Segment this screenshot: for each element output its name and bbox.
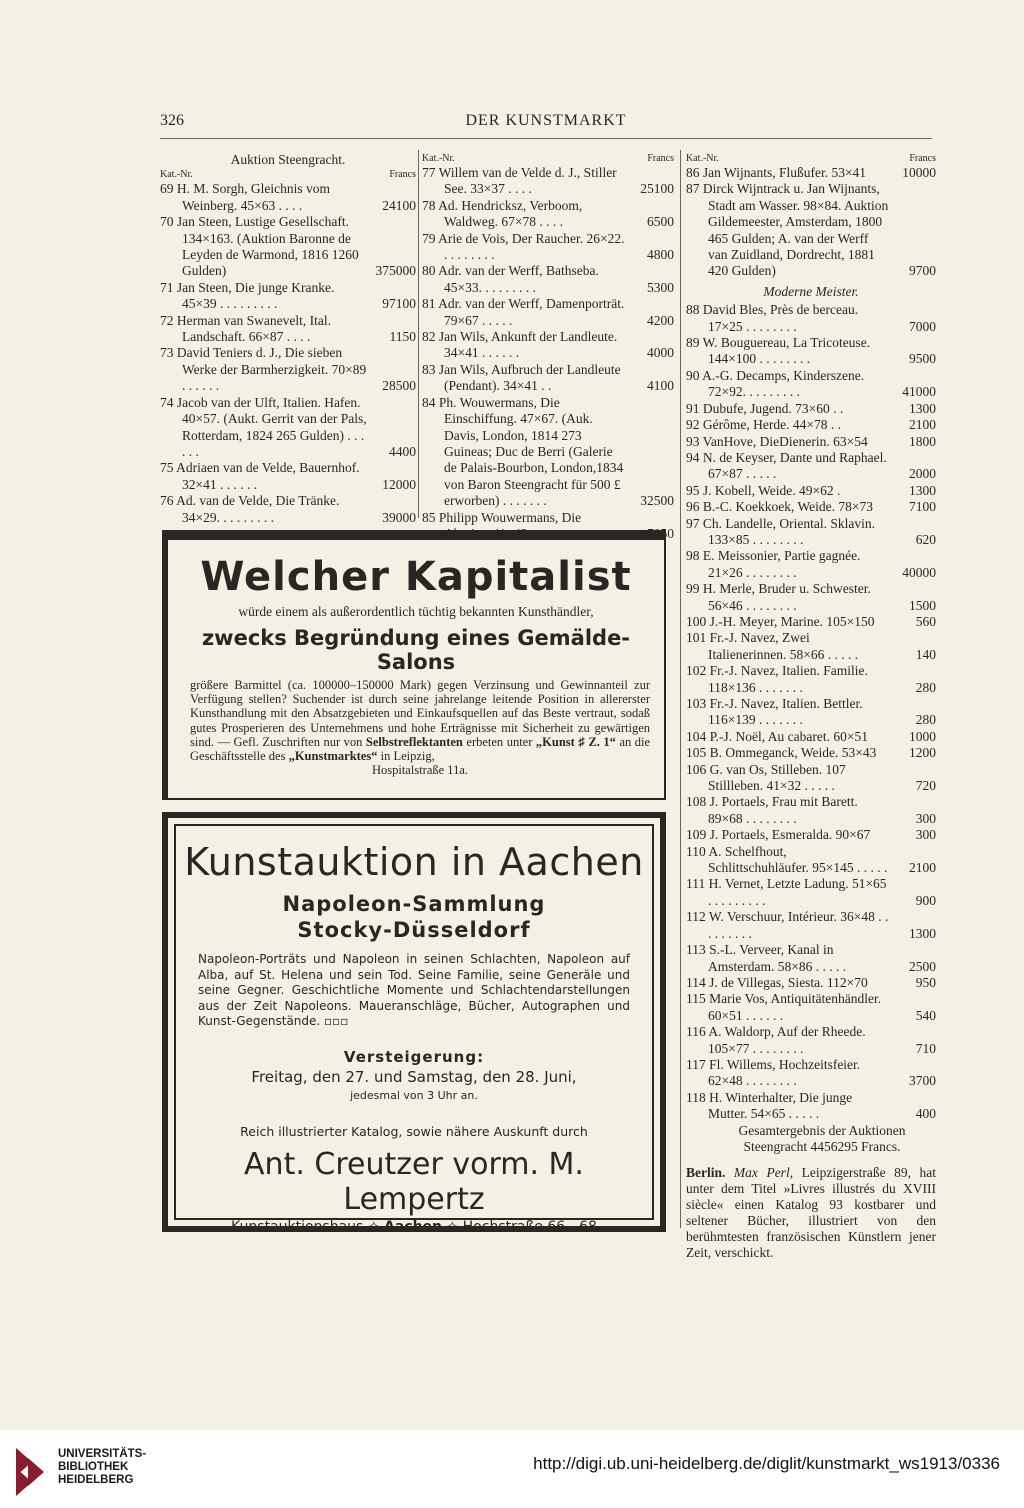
entry-text: 103 Fr.-J. Navez, Italien. Bettler. 116×139 . . . . . . . [686, 696, 863, 728]
catalog-entry [422, 362, 674, 395]
entry-text: 71 Jan Steen, Die junge Kranke. 45×39 . . . . . . . . . [160, 279, 335, 312]
entry-price: 2100 [909, 860, 936, 876]
firm-type: Kunstauktionshaus [231, 1218, 364, 1235]
entry-price: 560 [915, 613, 936, 629]
catalog-entry [422, 263, 674, 296]
catalog-entry [686, 499, 936, 515]
entry-price: 4400 [389, 443, 416, 459]
entry-text: 80 Adr. van der Werff, Bathseba. 45×33. . . . . . . . . [422, 263, 599, 295]
entry-text: 70 Jan Steen, Lustige Gesellschaft. 134×163. (Auktion Baronne de Leyden de Warmond, 1816 1260 Gulden) [160, 214, 359, 279]
catalog-entry [686, 876, 936, 909]
entry-text: 100 J.-H. Meyer, Marine. 105×150 [686, 613, 875, 629]
entry-price: 28500 [382, 378, 416, 394]
entry-price: 40000 [902, 564, 936, 580]
entry-price: 900 [915, 892, 936, 908]
entry-price: 5300 [647, 279, 674, 295]
entry-price: 12000 [382, 476, 416, 492]
catalog-entry [686, 335, 936, 368]
entry-price: 4000 [647, 345, 674, 361]
firm-name: Ant. Creutzer vorm. M. Lempertz [244, 1146, 584, 1217]
entry-text: 79 Arie de Vois, Der Raucher. 26×22. . . . . . . . . [422, 230, 625, 263]
library-line-1: UNIVERSITÄTS- [58, 1448, 147, 1460]
entry-price: 1300 [909, 400, 936, 416]
entry-price: 7050 [647, 525, 674, 541]
catalog-entry [686, 1057, 936, 1090]
entry-text: 97 Ch. Landelle, Oriental. Sklavin. 133×85 . . . . . . . . [686, 515, 875, 547]
entry-price: 25100 [640, 181, 674, 197]
entry-price: 540 [915, 1007, 936, 1023]
entry-text: 98 E. Meissonier, Partie gagnée. 21×26 . . . . . . . . [686, 548, 861, 580]
entry-price: 1200 [909, 745, 936, 761]
library-line-3: HEIDELBERG [58, 1474, 134, 1486]
entry-text: 118 H. Winterhalter, Die junge Mutter. 54×65 . . . . . [686, 1089, 853, 1122]
firm-address [176, 1219, 652, 1235]
entry-text: 76 Ad. van de Velde, Die Tränke. 34×29. . . . . . . . . [160, 493, 340, 525]
library-logo-icon [12, 1444, 48, 1500]
catalog-list [686, 302, 936, 1122]
library-name [58, 1448, 146, 1487]
catalog-entry [686, 614, 936, 630]
catalog-list [686, 165, 936, 280]
entry-price: 720 [915, 778, 936, 794]
catalog-entry [686, 991, 936, 1024]
entry-text: 86 Jan Wijnants, Flußufer. 53×41 [686, 165, 867, 180]
catalog-entry [686, 745, 936, 761]
catalog-entry [686, 1090, 936, 1123]
catalog-entry [686, 909, 936, 942]
catalog-entry [422, 231, 674, 264]
catalog-entry [160, 214, 416, 280]
catalog-entry [422, 296, 674, 329]
entry-text: 115 Marie Vos, Antiquitätenhändler. 60×51 . . . . . . [686, 991, 882, 1023]
entry-price: 9500 [909, 351, 936, 367]
entry-text: 96 B.-C. Koekkoek, Weide. 78×73 [686, 499, 874, 515]
entry-text: 72 Herman van Swanevelt, Ital. Landschaft. 66×87 . . . . [160, 312, 331, 345]
entry-text: 81 Adr. van der Werff, Damenporträt. 79×67 . . . . . [422, 296, 625, 328]
entry-text: 116 A. Waldorp, Auf der Rheede. 105×77 . . . . . . . . [686, 1024, 866, 1056]
catalog-entry [160, 345, 416, 394]
catalog-list [160, 181, 416, 526]
katnr-label: Kat.-Nr. [422, 153, 455, 164]
entry-price: 6500 [647, 214, 674, 230]
catalog-entry [686, 1024, 936, 1057]
entry-text: 69 H. M. Sorgh, Gleichnis vom Weinberg. 45×63 . . . . [160, 181, 331, 213]
auction-total: Gesamtergebnis der Auktionen Steengracht 4456295 Francs. [738, 1122, 906, 1154]
entry-text: 85 Philipp Wouwermans, Die Abreise. 41×43 . . . . . . [422, 509, 582, 541]
catalog-entry [160, 181, 416, 214]
ad-sub-1: Napoleon-Sammlung [282, 892, 546, 916]
ad-intro: würde einem als außerordentlich tüchtig bekannten Kunsthändler, [238, 604, 594, 619]
auction-title: Auktion Steengracht. [230, 152, 346, 167]
entry-price: 32500 [640, 493, 674, 509]
catalog-entry [686, 827, 936, 843]
entry-price: 1300 [909, 925, 936, 941]
column-1 [160, 152, 416, 526]
separator-icon: ✧ [367, 1218, 380, 1235]
catalog-entry [686, 368, 936, 401]
entry-text: 74 Jacob van der Ulft, Italien. Hafen. 40×57. (Aukt. Gerrit van der Pals, Rotterdam, 1824 265 Gulden) . . . . . . [160, 394, 367, 459]
ad-body-text-2: erbeten unter [466, 734, 533, 749]
entry-price: 1800 [909, 433, 936, 449]
entry-text: 110 A. Schelfhout, Schlittschuhläufer. 95×145 . . . . . [686, 843, 888, 876]
auction-dates: Freitag, den 27. und Samstag, den 28. Juni, [251, 1067, 577, 1086]
entry-price: 1500 [909, 597, 936, 613]
entry-price: 140 [915, 646, 936, 662]
francs-label: Francs [909, 153, 936, 164]
catalog-entry [422, 395, 674, 510]
entry-text: 84 Ph. Wouwermans, Die Einschiffung. 47×67. (Auk. Davis, London, 1814 273 Guineas; Duc de Berri (Galerie de Palais-Bourbon, London,1834 von Baron Steengracht für 500 £ erworben) . . . . . . . [422, 394, 624, 509]
entry-text: 90 A.-G. Decamps, Kinderszene. 72×92. . . . . . . . . [686, 367, 865, 400]
catalog-entry [686, 630, 936, 663]
separator-icon: ✧ [446, 1218, 459, 1235]
entry-price: 375000 [375, 263, 416, 279]
entry-price: 1150 [389, 329, 416, 345]
entry-text: 93 VanHove, DieDienerin. 63×54 [686, 433, 868, 449]
entry-text: 109 J. Portaels, Esmeralda. 90×67 [686, 827, 871, 843]
column-rule-1 [418, 150, 419, 518]
catalog-entry [686, 696, 936, 729]
entry-text: 102 Fr.-J. Navez, Italien. Familie. 118×136 . . . . . . . [686, 663, 868, 695]
catalog-entry [686, 942, 936, 975]
catalog-entry [160, 313, 416, 346]
katnr-label: Kat.-Nr. [160, 169, 193, 181]
column-header [160, 168, 416, 181]
ad-magazine: „Kunstmarktes“ [288, 749, 378, 764]
firm-street: Hochstraße 66—68 [462, 1218, 597, 1235]
catalog-entry [686, 794, 936, 827]
catalog-list [422, 165, 674, 542]
ad-body: Napoleon-Porträts und Napoleon in seinen Schlachten, Napoleon auf Alba, auf St. Helena und sein Tod. Seine Familie, seine Generäle und seine Gegner. Geschichtliche Momente und Schlachtendarstellungen aus der Zeit Napoleons. Maueranschläge, Bücher, Autographen und Kunst-Gegenstände. ▫▫▫ [198, 952, 630, 1028]
entry-text: 112 W. Verschuur, Intérieur. 36×48 . . . . . . . . . [686, 909, 889, 941]
library-line-2: BIBLIOTHEK [58, 1461, 129, 1473]
catalog-entry [686, 729, 936, 745]
ad-inner-frame [174, 824, 654, 1235]
ad-body-text: größere Barmittel (ca. 100000–150000 Mark) gegen Verzinsung und Gewinnanteil zur Verfügung stellen? Suchender ist durch seine jahrelange leitende Position in allererster Kunsthandlung mit den Absatzgebieten und Einkaufsquellen auf das Beste vertraut, sodaß gutes Prosperieren des Unternehmens und hohe Erträgnisse mit Sicherheit zu gewärtigen sind. — Gefl. Zuschriften nur von [190, 678, 650, 749]
katnr-label: Kat.-Nr. [686, 153, 719, 164]
ad-body-text-4: in Leipzig, [380, 749, 435, 764]
catalog-entry [686, 302, 936, 335]
catalog-entry [686, 483, 936, 499]
catalog-entry [686, 401, 936, 417]
catalog-entry [160, 460, 416, 493]
section-subheading: Moderne Meister. [763, 283, 859, 299]
catalog-entry [160, 395, 416, 461]
entry-text: 99 H. Merle, Bruder u. Schwester. 56×46 . . . . . . . . [686, 581, 871, 613]
catalog-entry [686, 844, 936, 877]
entry-price: 2500 [909, 958, 936, 974]
francs-label: Francs [389, 169, 416, 181]
entry-price: 24100 [382, 197, 416, 213]
entry-price: 97100 [382, 296, 416, 312]
auction-time: jedesmal von 3 Uhr an. [350, 1088, 478, 1102]
column-3 [686, 152, 936, 1261]
entry-price: 280 [915, 679, 936, 695]
entry-text: 83 Jan Wils, Aufbruch der Landleute (Pendant). 34×41 . . [422, 361, 621, 394]
catalog-entry [686, 762, 936, 795]
advertisement-kapitalist [162, 530, 666, 800]
catalog-entry [686, 450, 936, 483]
entry-price: 280 [915, 712, 936, 728]
entry-text: 87 Dirck Wijntrack u. Jan Wijnants, Stadt am Wasser. 98×84. Auktion Gildemeester, Amsterdam, 1800 465 Gulden; A. van der Werff van Zuidland, Dordrecht, 1881 420 Gulden) [686, 181, 889, 279]
entry-price: 950 [915, 974, 936, 990]
source-url[interactable]: http://digi.ub.uni-heidelberg.de/diglit/kunstmarkt_ws1913/0336 [533, 1454, 1000, 1473]
entry-text: 114 J. de Villegas, Siesta. 112×70 [686, 974, 868, 990]
berlin-text: Leipzigerstraße 89, hat unter dem Titel »Livres illustrés du XVIII siècle« einen Katalog 93 kostbarer und seltener Bücher, illustriert von den berühmtesten französischen Künstlern jener Zeit, verschickt. [686, 1165, 937, 1261]
entry-text: 95 J. Kobell, Weide. 49×62 . [686, 482, 841, 498]
entry-price: 10000 [902, 165, 936, 180]
entry-text: 82 Jan Wils, Ankunft der Landleute. 34×41 . . . . . . [422, 329, 618, 361]
footer-bar [0, 1430, 1024, 1508]
catalog-note: Reich illustrierter Katalog, sowie nähere Auskunft durch [240, 1123, 588, 1139]
entry-text: 101 Fr.-J. Navez, Zwei Italienerinnen. 58×66 . . . . . [686, 630, 859, 662]
catalog-entry [686, 165, 936, 181]
column-rule-2 [680, 150, 681, 1228]
catalog-entry [686, 975, 936, 991]
column-header [422, 152, 674, 165]
entry-price: 3700 [909, 1073, 936, 1089]
auction-label: Versteigerung: [343, 1047, 485, 1066]
entry-price: 41000 [902, 384, 936, 400]
entry-text: 77 Willem van de Velde d. J., Stiller See. 33×37 . . . . [422, 165, 617, 197]
entry-text: 92 Gérôme, Herde. 44×78 . . [686, 417, 841, 433]
ad-subheadline: zwecks Begründung eines Gemälde-Salons [201, 626, 631, 674]
berlin-dealer: Max Perl, [733, 1165, 794, 1181]
entry-price: 1000 [909, 728, 936, 744]
entry-text: 78 Ad. Hendricksz, Verboom, Waldweg. 67×78 . . . . [422, 197, 583, 230]
ad-sub-2: Stocky-Düsseldorf [297, 918, 531, 942]
catalog-entry [686, 434, 936, 450]
catalog-entry [686, 581, 936, 614]
catalog-entry [686, 417, 936, 433]
entry-text: 106 G. van Os, Stilleben. 107 Stillleben. 41×32 . . . . . [686, 761, 846, 794]
catalog-entry [686, 548, 936, 581]
entry-text: 117 Fl. Willems, Hochzeitsfeier. 62×48 . . . . . . . . [686, 1056, 861, 1089]
entry-text: 88 David Bles, Près de berceau. 17×25 . . . . . . . . [686, 302, 859, 334]
entry-text: 75 Adriaen van de Velde, Bauernhof. 32×41 . . . . . . [160, 460, 360, 492]
catalog-entry [686, 181, 936, 279]
entry-text: 91 Dubufe, Jugend. 73×60 . . [686, 400, 844, 416]
entry-text: 104 P.-J. Noël, Au cabaret. 60×51 [686, 728, 868, 744]
entry-text: 105 B. Ommeganck, Weide. 53×43 [686, 745, 877, 761]
column-2 [422, 152, 674, 542]
ad-body-text-3: an die Geschäftsstelle des [190, 734, 651, 764]
ad-code: „Kunst ♯ Z. 1“ [535, 734, 616, 749]
ad-body [168, 674, 664, 777]
page-header [160, 112, 932, 139]
entry-price: 620 [915, 531, 936, 547]
entry-text: 73 David Teniers d. J., Die sieben Werke der Barmherzigkeit. 70×89 . . . . . . [160, 345, 367, 394]
entry-price: 7100 [909, 499, 936, 515]
entry-price: 4200 [647, 312, 674, 328]
column-header [686, 152, 936, 165]
entry-price: 300 [915, 827, 936, 843]
catalog-entry [422, 165, 674, 198]
catalog-entry [686, 516, 936, 549]
page-number: 326 [160, 112, 184, 129]
ad-headline: Kunstauktion in Aachen [184, 840, 644, 884]
entry-text: 94 N. de Keyser, Dante und Raphael. 67×87 . . . . . [686, 449, 887, 482]
entry-price: 4800 [647, 247, 674, 263]
entry-price: 2000 [909, 466, 936, 482]
firm-city: Aachen [384, 1218, 443, 1235]
catalog-entry [160, 493, 416, 526]
entry-price: 1300 [909, 482, 936, 498]
entry-price: 4100 [647, 378, 674, 394]
entry-text: 89 W. Bouguereau, La Tricoteuse. 144×100 . . . . . . . . [686, 335, 871, 367]
catalog-entry [686, 663, 936, 696]
entry-price: 400 [915, 1106, 936, 1122]
entry-price: 9700 [909, 263, 936, 279]
ad-address: Hospitalstraße 11a. [371, 763, 469, 778]
entry-price: 300 [915, 810, 936, 826]
entry-price: 7000 [909, 318, 936, 334]
berlin-city: Berlin. [686, 1165, 726, 1181]
francs-label: Francs [647, 153, 674, 164]
ad-body-bold: Selbstreflektanten [365, 734, 463, 749]
catalog-entry [422, 198, 674, 231]
entry-text: 111 H. Vernet, Letzte Ladung. 51×65 . . . . . . . . . [686, 876, 887, 908]
catalog-entry [422, 329, 674, 362]
berlin-notice [686, 1165, 936, 1261]
entry-price: 2100 [909, 417, 936, 433]
ad-headline: Welcher Kapitalist [200, 554, 632, 600]
entry-text: 108 J. Portaels, Frau mit Barett. 89×68 . . . . . . . . [686, 794, 858, 826]
running-title: DER KUNSTMARKT [465, 112, 627, 129]
entry-text: 113 S.-L. Verveer, Kanal in Amsterdam. 58×86 . . . . . [686, 942, 847, 974]
catalog-entry [160, 280, 416, 313]
advertisement-aachen [162, 812, 666, 1235]
entry-price: 710 [915, 1040, 936, 1056]
entry-price: 39000 [382, 509, 416, 525]
